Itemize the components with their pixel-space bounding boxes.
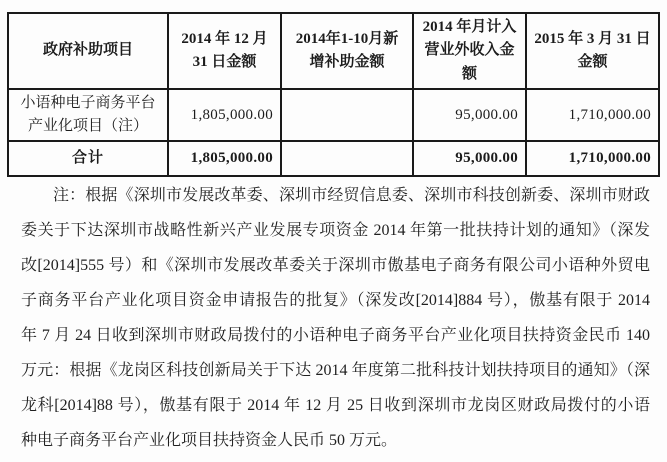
total-amount-dec31-2014: 1,805,000.00 [168, 141, 281, 176]
total-amount-mar31-2015: 1,710,000.00 [526, 141, 659, 176]
footnote-line: 龙科[2014]88 号），傲基有限于 2014 年 12 月 25 日收到深圳市龙岗区财政局拨付的小语 [21, 397, 650, 414]
footnote-line: 年 7 月 24 日收到深圳市财政局拨付的小语种电子商务平台产业化项目扶持资金民币 140 [21, 327, 650, 344]
table-header-row [8, 13, 659, 89]
column-header-mar31-2015: 2015 年 3 月 31 日金额 [526, 13, 659, 89]
table-row-total [8, 141, 659, 176]
amount-cell-mar31-2015: 1,710,000.00 [526, 89, 659, 142]
column-header-nonoperating-income: 2014 年月计入营业外收入金额 [413, 13, 526, 89]
footnote-line: 注：根据《深圳市发展改革委、深圳市经贸信息委、深圳市科技创新委、深圳市财政 [53, 187, 650, 204]
total-amount-new-subsidy [281, 141, 413, 176]
column-header-project: 政府补助项目 [8, 13, 168, 89]
column-header-new-subsidy: 2014年1-10月新增补助金额 [281, 13, 413, 89]
amount-cell-dec31-2014: 1,805,000.00 [168, 89, 281, 142]
amount-cell-income: 95,000.00 [413, 89, 526, 142]
footnote-line: 委关于下达深圳市战略性新兴产业发展专项资金 2014 年第一批扶持计划的通知》（深发 [21, 222, 650, 239]
footnote-line: 子商务平台产业化项目资金申请报告的批复》（深发改[2014]884 号），傲基有限于 2014 [21, 292, 650, 309]
footnote-line: 种电子商务平台产业化项目扶持资金人民币 50 万元。 [21, 432, 398, 449]
total-label-cell: 合计 [8, 141, 168, 176]
subsidy-table [7, 12, 660, 177]
footnote-line: 万元：根据《龙岗区科技创新局关于下达 2014 年度第二批科技计划扶持项目的通知》（深 [21, 362, 650, 379]
table-row-project [8, 89, 659, 142]
footnote-line: 改[2014]555 号）和《深圳市发展改革委关于深圳市傲基电子商务有限公司小语种外贸电 [21, 257, 650, 274]
column-header-dec31-2014: 2014 年 12 月 31 日金额 [168, 13, 281, 89]
total-amount-income: 95,000.00 [413, 141, 526, 176]
amount-cell-new-subsidy [281, 89, 413, 142]
footnote [21, 178, 650, 458]
project-cell: 小语种电子商务平台产业化项目（注） [8, 89, 168, 142]
